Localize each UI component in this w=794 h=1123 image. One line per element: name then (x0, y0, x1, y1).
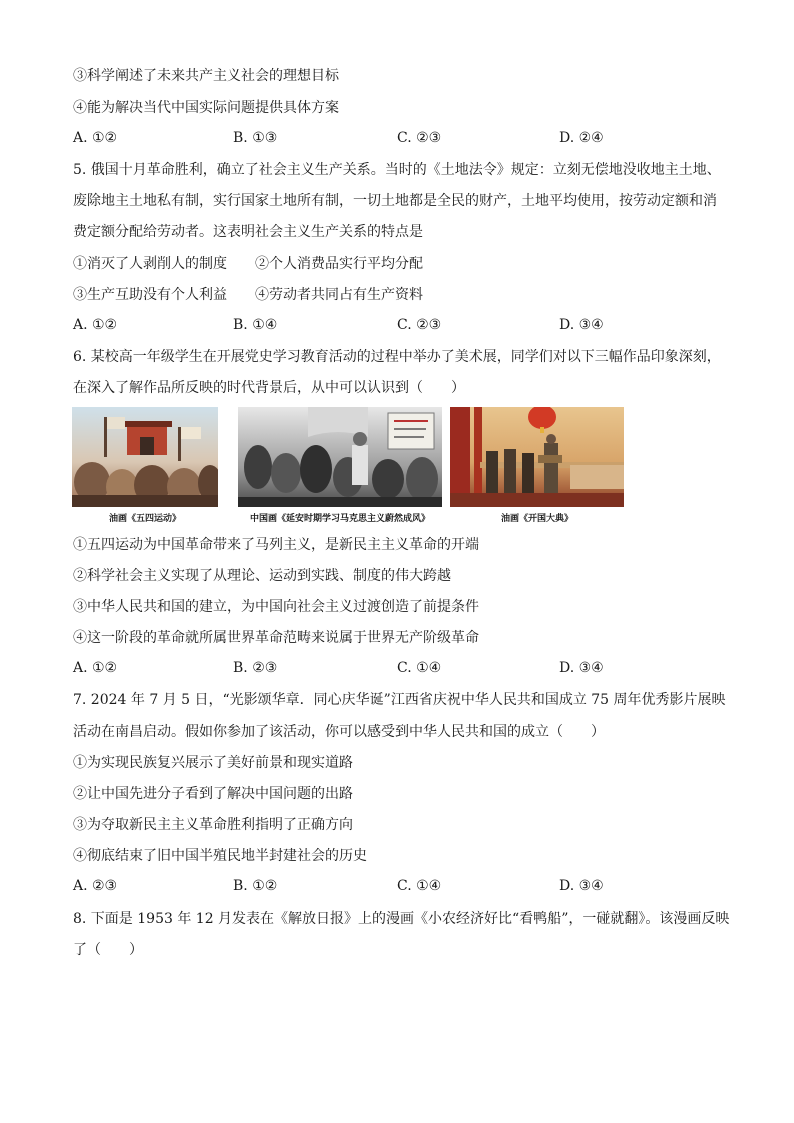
founding-ceremony-painting-image (450, 407, 624, 507)
q7-option-d[interactable]: D. ③④ (559, 878, 604, 894)
q6-statement-3: ③中华人民共和国的建立，为中国向社会主义过渡创造了前提条件 (73, 599, 479, 615)
q8-stem-line-2: 了（ ） (73, 942, 143, 958)
q7-option-a[interactable]: A. ②③ (73, 878, 118, 894)
q7-options (73, 878, 733, 896)
q7-option-c[interactable]: C. ①④ (397, 878, 442, 894)
q6-statement-4: ④这一阶段的革命就所属世界革命范畴来说属于世界无产阶级革命 (73, 630, 479, 646)
q5-stem-line-2: 废除地主土地私有制，实行国家土地所有制，一切土地都是全民的财产，土地平均使用，按劳动定额和消 (73, 193, 717, 209)
q6-statement-2: ②科学社会主义实现了从理论、运动到实践、制度的伟大跨越 (73, 568, 451, 584)
q5-statements-1-2: ①消灭了人剥削人的制度 ②个人消费品实行平均分配 (73, 256, 423, 272)
q4-option-c[interactable]: C. ②③ (397, 130, 442, 146)
q7-statement-2: ②让中国先进分子看到了解决中国问题的出路 (73, 786, 353, 802)
q7-stem-line-1: 7. 2024 年 7 月 5 日，“光影颂华章．同心庆华诞”江西省庆祝中华人民共和国成立 75 周年优秀影片展映 (73, 692, 726, 708)
q4-statement-4: ④能为解决当代中国实际问题提供具体方案 (73, 100, 339, 116)
q6-stem-line-1: 6. 某校高一年级学生在开展党史学习教育活动的过程中举办了美术展，同学们对以下三幅作品印象深刻， (73, 349, 721, 365)
q6-option-c[interactable]: C. ①④ (397, 660, 442, 676)
q7-statement-4: ④彻底结束了旧中国半殖民地半封建社会的历史 (73, 848, 367, 864)
q5-option-a[interactable]: A. ①② (73, 317, 118, 333)
q6-option-b[interactable]: B. ②③ (233, 660, 278, 676)
q6-option-a[interactable]: A. ①② (73, 660, 118, 676)
figure-3-caption: 油画《开国大典》 (500, 514, 573, 524)
q5-statements-3-4: ③生产互助没有个人利益 ④劳动者共同占有生产资料 (73, 287, 423, 303)
q6-stem-line-2: 在深入了解作品所反映的时代背景后，从中可以认识到（ ） (73, 380, 465, 396)
q5-option-d[interactable]: D. ③④ (559, 317, 604, 333)
figure-2-caption: 中国画《延安时期学习马克思主义蔚然成风》 (249, 514, 430, 524)
may-fourth-painting-image (72, 407, 218, 507)
q4-options (73, 130, 733, 148)
q4-statement-3: ③科学阐述了未来共产主义社会的理想目标 (73, 68, 339, 84)
q4-option-b[interactable]: B. ①③ (233, 130, 278, 146)
q6-artwork-figures (72, 407, 624, 527)
yanan-painting-image (238, 407, 442, 507)
q7-statement-1: ①为实现民族复兴展示了美好前景和现实道路 (73, 755, 353, 771)
q6-statement-1: ①五四运动为中国革命带来了马列主义，是新民主主义革命的开端 (73, 537, 479, 553)
q4-option-a[interactable]: A. ①② (73, 130, 118, 146)
q4-option-d[interactable]: D. ②④ (559, 130, 604, 146)
q5-stem-line-1: 5. 俄国十月革命胜利，确立了社会主义生产关系。当时的《土地法令》规定：立刻无偿地没收地主土地、 (73, 162, 721, 178)
q5-option-c[interactable]: C. ②③ (397, 317, 442, 333)
q5-option-b[interactable]: B. ①④ (233, 317, 278, 333)
q8-stem-line-1: 8. 下面是 1953 年 12 月发表在《解放日报》上的漫画《小农经济好比“看鸭船”，一碰就翻》。该漫画反映 (73, 911, 730, 927)
q7-statement-3: ③为夺取新民主主义革命胜利指明了正确方向 (73, 817, 353, 833)
q5-options (73, 317, 733, 335)
q7-option-b[interactable]: B. ①② (233, 878, 278, 894)
q6-options (73, 660, 733, 678)
figure-1-caption: 油画《五四运动》 (108, 514, 181, 524)
q7-stem-line-2: 活动在南昌启动。假如你参加了该活动，你可以感受到中华人民共和国的成立（ ） (73, 724, 605, 740)
q5-stem-line-3: 费定额分配给劳动者。这表明社会主义生产关系的特点是 (73, 224, 423, 240)
q6-option-d[interactable]: D. ③④ (559, 660, 604, 676)
